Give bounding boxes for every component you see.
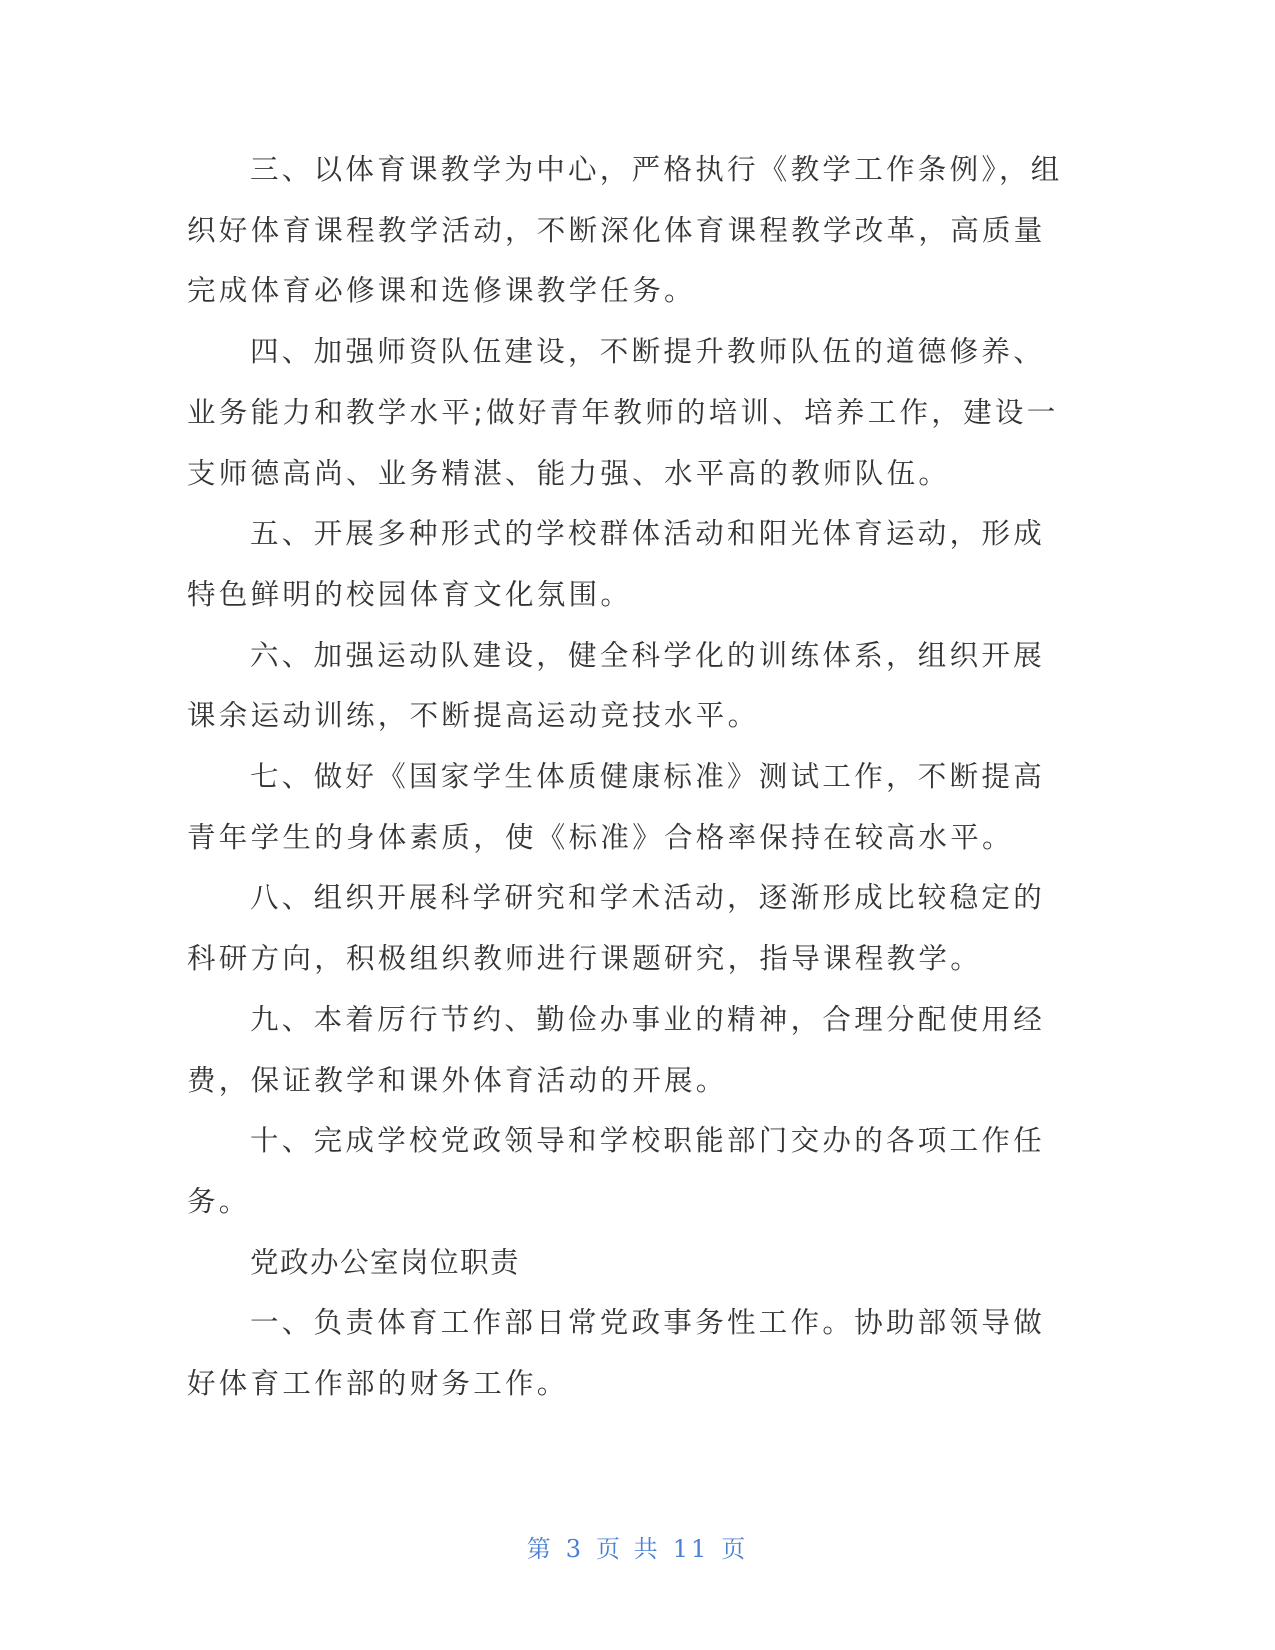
paragraph-5: 五、开展多种形式的学校群体活动和阳光体育运动，形成特色鲜明的校园体育文化氛围。 bbox=[187, 517, 1046, 611]
paragraph-10: 十、完成学校党政领导和学校职能部门交办的各项工作任务。 bbox=[187, 1124, 1046, 1218]
footer-prefix: 第 bbox=[526, 1535, 554, 1563]
paragraph-9: 九、本着厉行节约、勤俭办事业的精神，合理分配使用经费，保证教学和课外体育活动的开展。 bbox=[187, 1002, 1046, 1097]
paragraph-4: 四、加强师资队伍建设，不断提升教师队伍的道德修养、业务能力和教学水平;做好青年教师的培训、培养工作，建设一支师德高尚、业务精湛、能力强、水平高的教师队伍。 bbox=[187, 335, 1059, 490]
paragraph-7: 七、做好《国家学生体质健康标准》测试工作，不断提高青年学生的身体素质，使《标准》合格率保持在较高水平。 bbox=[187, 760, 1046, 854]
footer-suffix: 页 bbox=[721, 1535, 749, 1563]
paragraph-section-1: 一、负责体育工作部日常党政事务性工作。协助部领导做好体育工作部的财务工作。 bbox=[187, 1306, 1046, 1401]
document-body bbox=[187, 140, 1067, 1415]
footer-middle: 页 共 bbox=[596, 1535, 661, 1563]
page-footer bbox=[0, 1534, 1275, 1564]
paragraph-6: 六、加强运动队建设，健全科学化的训练体系，组织开展课余运动训练，不断提高运动竞技水平。 bbox=[187, 638, 1046, 733]
section-heading: 党政办公室岗位职责 bbox=[250, 1245, 521, 1279]
paragraph-3: 三、以体育课教学为中心，严格执行《教学工作条例》，组织好体育课程教学活动，不断深化体育课程教学改革，高质量完成体育必修课和选修课教学任务。 bbox=[187, 153, 1063, 308]
total-pages-number: 11 bbox=[672, 1535, 710, 1563]
paragraph-8: 八、组织开展科学研究和学术活动，逐渐形成比较稳定的科研方向，积极组织教师进行课题研究，指导课程教学。 bbox=[187, 881, 1046, 976]
current-page-number: 3 bbox=[565, 1535, 585, 1563]
